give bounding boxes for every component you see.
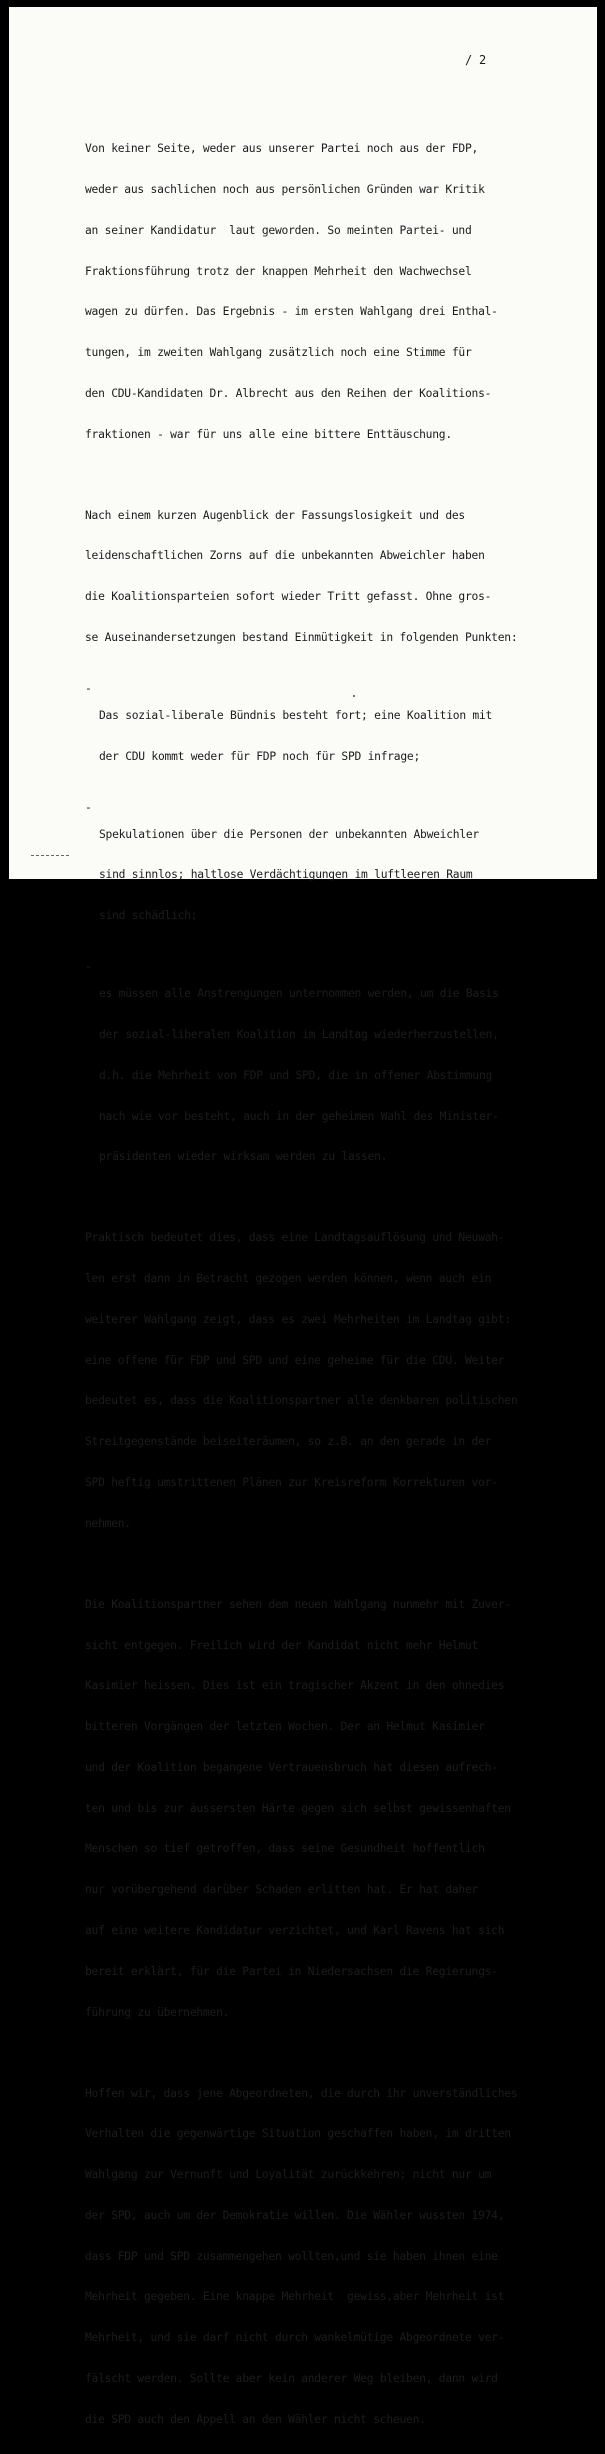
- text-line: Streitgegenstände beiseiteräumen, so z.B. an den gerade in der: [85, 1435, 492, 1449]
- text-line: bereit erklärt, für die Partei in Niedersachsen die Regierungs-: [85, 1964, 498, 1978]
- text-line: nehmen.: [85, 1516, 131, 1530]
- page-number: / 2: [465, 53, 486, 67]
- text-line: die Koalitionsparteien sofort wieder Tritt gefasst. Ohne gros-: [85, 590, 492, 604]
- bullet-item-2: [85, 801, 585, 951]
- text-line: bedeutet es, dass die Koalitionspartner alle denkbaren politischen: [85, 1394, 518, 1408]
- paragraph-2: [85, 481, 585, 671]
- bullet-item-1: [85, 682, 585, 791]
- text-line: Nach einem kurzen Augenblick der Fassungslosigkeit und des: [85, 508, 465, 522]
- document-body: [85, 115, 585, 2454]
- text-line: d.h. die Mehrheit von FDP und SPD, die in offener Abstimmung: [99, 1068, 493, 1082]
- scan-speck: [353, 695, 355, 697]
- text-line: ten und bis zur äussersten Härte gegen sich selbst gewissenhaften: [85, 1801, 511, 1815]
- paragraph-1: [85, 115, 585, 468]
- paragraph-4: [85, 1571, 585, 2047]
- text-line: nur vorübergehend darüber Schaden erlitten hat. Er hat daher: [85, 1883, 479, 1897]
- text-line: SPD heftig umstrittenen Plänen zur Kreisreform Korrekturen vor-: [85, 1476, 498, 1489]
- text-line: weiterer Wahlgang zeigt, dass es zwei Mehrheiten im Landtag gibt:: [85, 1312, 511, 1326]
- text-line: len erst dann in Betracht gezogen werden können, wenn auch ein: [85, 1272, 492, 1286]
- bullet-item-3: [85, 960, 585, 1191]
- text-line: nach wie vor besteht, auch in der geheimen Wahl des Minister-: [99, 1109, 499, 1123]
- text-line: dass FDP und SPD zusammengehen wollten,und sie haben ihnen eine: [85, 2249, 498, 2263]
- text-line: Die Koalitionspartner sehen dem neuen Wahlgang nunmehr mit Zuver-: [85, 1597, 511, 1611]
- text-line: Spekulationen über die Personen der unbekannten Abweichler: [99, 827, 479, 841]
- text-line: tungen, im zweiten Wahlgang zusätzlich noch eine Stimme für: [85, 346, 472, 360]
- text-line: Von keiner Seite, weder aus unserer Partei noch aus der FDP,: [85, 142, 479, 156]
- bullet-dash: -: [85, 960, 92, 974]
- text-line: auf eine weitere Kandidatur verzichtet, und Karl Ravens hat sich: [85, 1924, 505, 1937]
- paragraph-5: [85, 2059, 585, 2453]
- bullet-dash: -: [85, 800, 92, 814]
- text-line: Das sozial-liberale Bündnis besteht fort; eine Koalition mit: [99, 708, 493, 722]
- text-line: der SPD, auch um der Demokratie willen. Die Wähler wussten 1974,: [85, 2208, 505, 2222]
- text-line: Wahlgang zur Vernunft und Loyalität zurückkehren; nicht nur um: [85, 2168, 492, 2182]
- text-line: fälscht werden. Sollte aber kein anderer Weg bleiben, dann wird: [85, 2372, 498, 2385]
- text-line: Menschen so tief getroffen, dass seine Gesundheit hoffentlich: [85, 1842, 485, 1856]
- text-line: an seiner Kandidatur laut geworden. So meinten Partei- und: [85, 223, 472, 237]
- text-line: und der Koalition begangene Vertrauensbruch hat diesen aufrech-: [85, 1760, 498, 1774]
- text-line: weder aus sachlichen noch aus persönlichen Gründen war Kritik: [85, 182, 485, 196]
- text-line: sicht entgegen. Freilich wird der Kandidat nicht mehr Helmut: [85, 1638, 479, 1652]
- text-line: die SPD auch den Appell an den Wähler nicht scheuen.: [85, 2412, 426, 2426]
- text-line: Fraktionsführung trotz der knappen Mehrheit den Wachwechsel: [85, 264, 472, 278]
- text-line: bitteren Vorgängen der letzten Wochen. Der an Helmut Kasimier: [85, 1720, 485, 1734]
- text-line: führung zu übernehmen.: [85, 2005, 230, 2019]
- bullet-dash: -: [85, 681, 92, 695]
- text-line: eine offene für FDP und SPD und eine geheime für die CDU. Weiter: [85, 1353, 505, 1367]
- text-line: der CDU kommt weder für FDP noch für SPD infrage;: [99, 749, 421, 763]
- text-line: Praktisch bedeutet dies, dass eine Landtagsauflösung und Neuwah-: [85, 1231, 505, 1245]
- text-line: es müssen alle Anstrengungen unternommen werden, um die Basis: [99, 987, 499, 1001]
- text-line: Mehrheit, und sie darf nicht durch wankelmütige Abgeordnete ver-: [85, 2331, 505, 2345]
- footer-mark: [31, 855, 69, 856]
- text-line: präsidenten wieder wirksam werden zu lassen.: [99, 1150, 388, 1164]
- text-line: se Auseinandersetzungen bestand Einmütigkeit in folgenden Punkten:: [85, 630, 518, 644]
- text-line: der sozial-liberalen Koalition im Landtag wiederherzustellen,: [99, 1028, 499, 1041]
- text-line: den CDU-Kandidaten Dr. Albrecht aus den Reihen der Koalitions-: [85, 386, 492, 400]
- text-line: sind sinnlos; haltlose Verdächtigungen im luftleeren Raum: [99, 868, 473, 882]
- text-line: leidenschaftlichen Zorns auf die unbekannten Abweichler haben: [85, 549, 485, 563]
- text-line: wagen zu dürfen. Das Ergebnis - im ersten Wahlgang drei Enthal-: [85, 305, 498, 319]
- text-line: fraktionen - war für uns alle eine bittere Enttäuschung.: [85, 427, 452, 441]
- text-line: Verhalten die gegenwärtige Situation geschaffen haben, im dritten: [85, 2127, 511, 2141]
- text-line: Hoffen wir, dass jene Abgeordneten, die durch ihr unverständliches: [85, 2086, 518, 2100]
- document-page: [9, 7, 597, 2426]
- paragraph-3: [85, 1204, 585, 1557]
- text-line: sind schädlich;: [99, 909, 198, 923]
- text-line: Mehrheit gegeben. Eine knappe Mehrheit gewiss,aber Mehrheit ist: [85, 2290, 505, 2304]
- text-line: Kasimier heissen. Dies ist ein tragischer Akzent in den ohnedies: [85, 1679, 505, 1693]
